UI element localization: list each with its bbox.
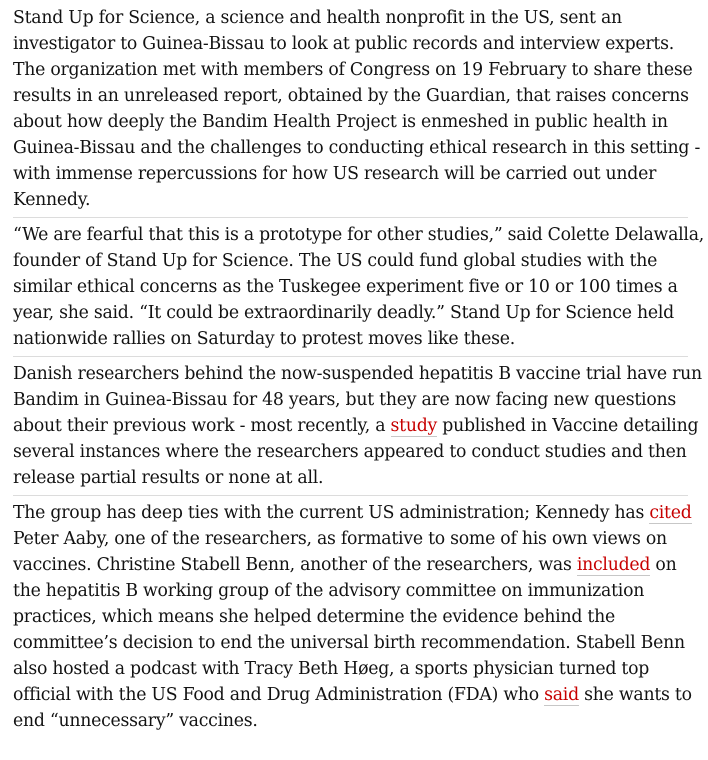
paragraph-text: Stand Up for Science, a science and health nonprofit in the US, sent an investigator to Guinea-Bissau to look at public records and interview experts. The organization met with members of Congress on 19 February to share these results in an unreleased report, obtained by the Guardian, that raises concerns about how deeply the Bandim Health Project is enmeshed in public health in Guinea-Bissau and the challenges to conducting ethical research in this setting - with immense repercussions for how US research will be carried out under Kennedy. [13,8,701,210]
paragraph-text: on the hepatitis B working group of the advisory committee on immunization practices, which means she helped determine the evidence behind the committee’s decision to end the universal birth recommendation. Stabell Benn also hosted a podcast with Tracy Beth Høeg, a sports physician turned top official with the US Food and Drug Administration (FDA) who [13,555,685,705]
paragraph-text: “We are fearful that this is a prototype for other studies,” said Colette Delawalla, founder of Stand Up for Science. The US could fund global studies with the similar ethical concerns as the Tuskegee experiment five or 10 or 100 times a year, she said. “It could be extraordinarily deadly.” Stand Up for Science held nationwide rallies on Saturday to protest moves like these. [13,225,704,349]
paragraph-3 [13,361,705,500]
cited-link[interactable]: cited [649,503,692,523]
said-link[interactable]: said [544,685,579,705]
study-link[interactable]: study [390,416,438,436]
paragraph-text: The group has deep ties with the current US administration; Kennedy has [13,503,650,523]
included-link[interactable]: included [576,555,651,575]
paragraph-text: published in Vaccine detailing several instances where the researchers appeared to conduct studies and then release partial results or none at all. [13,416,699,488]
article-body [13,5,705,743]
paragraph-text: Peter Aaby, one of the researchers, as formative to some of his own views on vaccines. Christine Stabell Benn, another of the researchers, was [13,529,667,575]
paragraph-text: Danish researchers behind the now-suspended hepatitis B vaccine trial have run Bandim in Guinea-Bissau for 48 years, but they are now facing new questions about their previous work - most recently, a [13,364,702,436]
paragraph-1 [13,5,705,222]
paragraph-text: she wants to end “unnecessary” vaccines. [13,685,692,731]
paragraph-2 [13,222,705,361]
paragraph-4 [13,500,705,743]
